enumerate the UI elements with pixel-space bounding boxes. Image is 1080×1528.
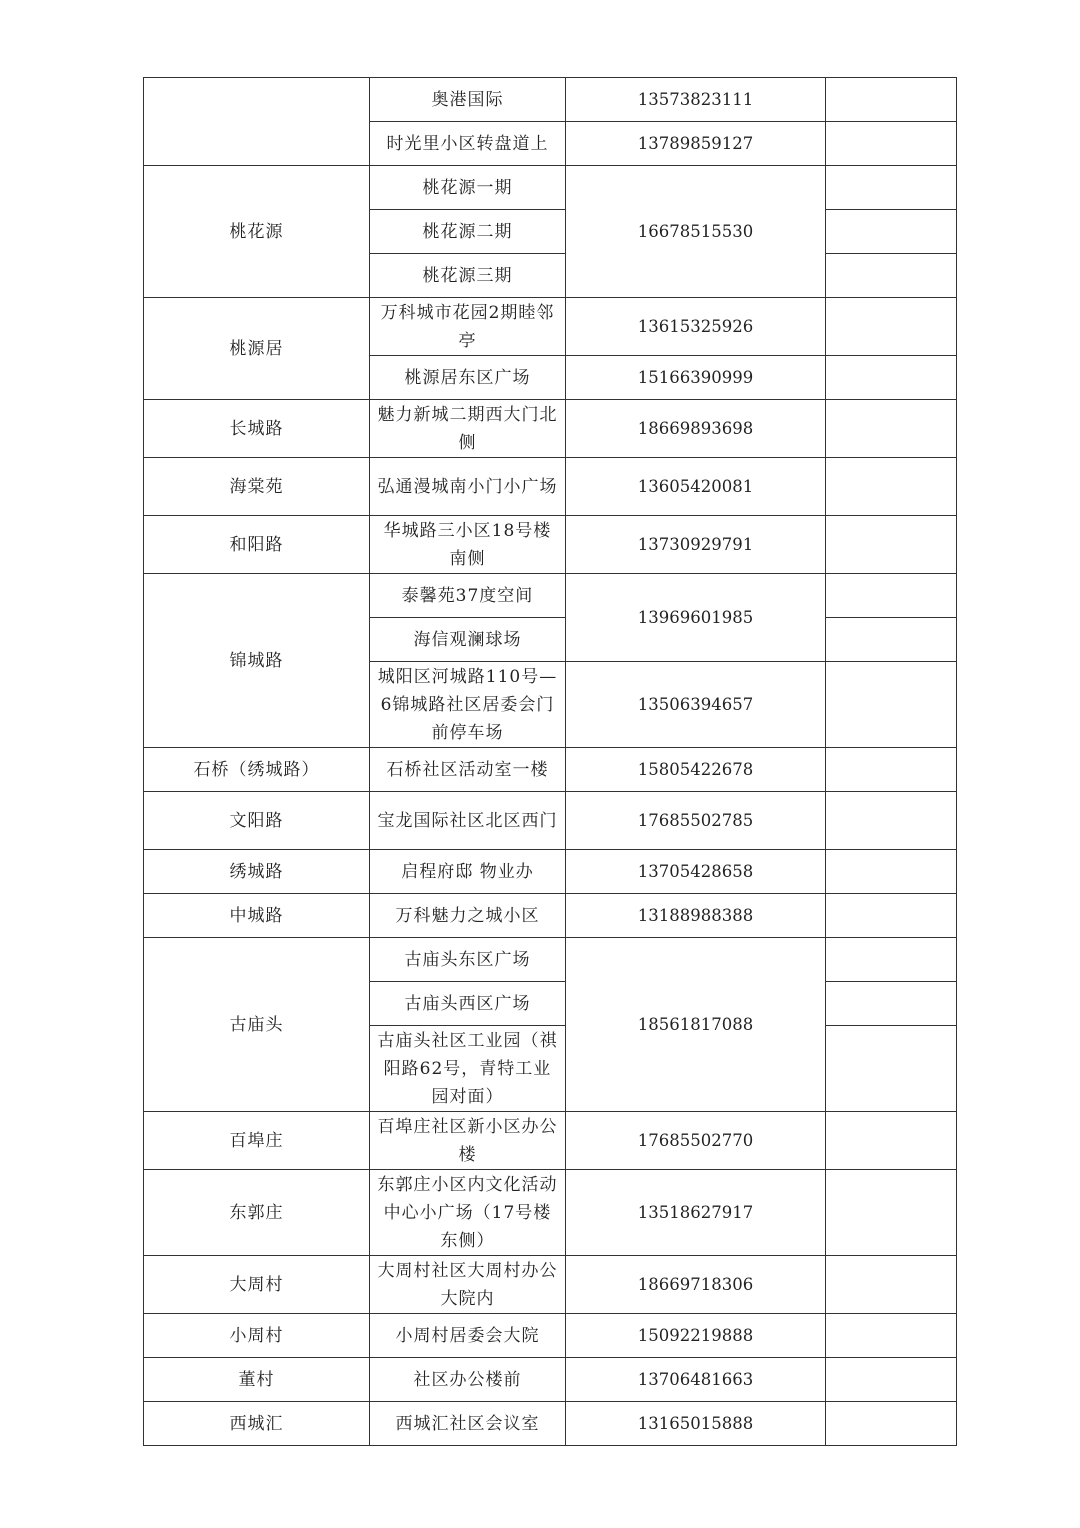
table-row: [144, 792, 957, 850]
table-row: [144, 298, 957, 356]
area-cell: 海棠苑: [144, 458, 370, 516]
area-cell: 桃花源: [144, 166, 370, 298]
area-cell: [144, 78, 370, 166]
phone-cell: 17685502770: [566, 1112, 826, 1170]
remark-cell: [826, 574, 957, 618]
phone-cell: 13506394657: [566, 662, 826, 748]
area-cell: 文阳路: [144, 792, 370, 850]
phone-cell: 13165015888: [566, 1402, 826, 1446]
remark-cell: [826, 982, 957, 1026]
phone-cell: 13789859127: [566, 122, 826, 166]
remark-cell: [826, 1112, 957, 1170]
table-row: [144, 78, 957, 122]
remark-cell: [826, 254, 957, 298]
site-cell: 古庙头社区工业园（祺阳路62号，青特工业园对面）: [370, 1026, 566, 1112]
area-cell: 锦城路: [144, 574, 370, 748]
site-cell: 海信观澜球场: [370, 618, 566, 662]
phone-cell: 13706481663: [566, 1358, 826, 1402]
table-row: [144, 748, 957, 792]
area-cell: 长城路: [144, 400, 370, 458]
table-row: [144, 574, 957, 618]
site-cell: 弘通漫城南小门小广场: [370, 458, 566, 516]
site-cell: 东郭庄小区内文化活动中心小广场（17号楼东侧）: [370, 1170, 566, 1256]
site-cell: 桃源居东区广场: [370, 356, 566, 400]
area-cell: 西城汇: [144, 1402, 370, 1446]
table-row: [144, 1256, 957, 1314]
remark-cell: [826, 748, 957, 792]
site-cell: 时光里小区转盘道上: [370, 122, 566, 166]
table-row: [144, 400, 957, 458]
area-cell: 石桥（绣城路）: [144, 748, 370, 792]
remark-cell: [826, 78, 957, 122]
area-cell: 小周村: [144, 1314, 370, 1358]
remark-cell: [826, 1256, 957, 1314]
remark-cell: [826, 122, 957, 166]
site-cell: 石桥社区活动室一楼: [370, 748, 566, 792]
table-row: [144, 1358, 957, 1402]
site-cell: 万科城市花园2期睦邻亭: [370, 298, 566, 356]
phone-cell: 13518627917: [566, 1170, 826, 1256]
site-cell: 城阳区河城路110号—6锦城路社区居委会门前停车场: [370, 662, 566, 748]
site-cell: 华城路三小区18号楼南侧: [370, 516, 566, 574]
area-cell: 绣城路: [144, 850, 370, 894]
table-row: [144, 938, 957, 982]
phone-cell: 18561817088: [566, 938, 826, 1112]
area-cell: 东郭庄: [144, 1170, 370, 1256]
remark-cell: [826, 618, 957, 662]
site-cell: 宝龙国际社区北区西门: [370, 792, 566, 850]
phone-cell: 18669893698: [566, 400, 826, 458]
phone-cell: 15092219888: [566, 1314, 826, 1358]
remark-cell: [826, 400, 957, 458]
area-cell: 中城路: [144, 894, 370, 938]
phone-cell: 17685502785: [566, 792, 826, 850]
phone-cell: 15805422678: [566, 748, 826, 792]
table-row: [144, 516, 957, 574]
phone-cell: 13615325926: [566, 298, 826, 356]
phone-cell: 16678515530: [566, 166, 826, 298]
site-cell: 桃花源二期: [370, 210, 566, 254]
remark-cell: [826, 516, 957, 574]
phone-cell: 13605420081: [566, 458, 826, 516]
area-cell: 百埠庄: [144, 1112, 370, 1170]
phone-cell: 13573823111: [566, 78, 826, 122]
remark-cell: [826, 298, 957, 356]
area-cell: 古庙头: [144, 938, 370, 1112]
site-cell: 社区办公楼前: [370, 1358, 566, 1402]
remark-cell: [826, 1402, 957, 1446]
table-row: [144, 458, 957, 516]
table-row: [144, 1314, 957, 1358]
phone-cell: 13705428658: [566, 850, 826, 894]
remark-cell: [826, 1358, 957, 1402]
table-row: [144, 894, 957, 938]
remark-cell: [826, 1314, 957, 1358]
site-cell: 古庙头西区广场: [370, 982, 566, 1026]
site-cell: 奥港国际: [370, 78, 566, 122]
phone-cell: 13969601985: [566, 574, 826, 662]
remark-cell: [826, 1170, 957, 1256]
table-row: [144, 1112, 957, 1170]
phone-cell: 18669718306: [566, 1256, 826, 1314]
phone-cell: 13730929791: [566, 516, 826, 574]
remark-cell: [826, 894, 957, 938]
site-cell: 万科魅力之城小区: [370, 894, 566, 938]
remark-cell: [826, 166, 957, 210]
site-contact-table: [143, 77, 957, 1446]
area-cell: 和阳路: [144, 516, 370, 574]
site-cell: 泰馨苑37度空间: [370, 574, 566, 618]
area-cell: 董村: [144, 1358, 370, 1402]
table-row: [144, 1402, 957, 1446]
remark-cell: [826, 792, 957, 850]
remark-cell: [826, 938, 957, 982]
site-cell: 百埠庄社区新小区办公楼: [370, 1112, 566, 1170]
site-cell: 小周村居委会大院: [370, 1314, 566, 1358]
site-cell: 大周村社区大周村办公大院内: [370, 1256, 566, 1314]
phone-cell: 15166390999: [566, 356, 826, 400]
remark-cell: [826, 662, 957, 748]
remark-cell: [826, 356, 957, 400]
site-cell: 魅力新城二期西大门北侧: [370, 400, 566, 458]
table-row: [144, 850, 957, 894]
area-cell: 桃源居: [144, 298, 370, 400]
site-cell: 桃花源三期: [370, 254, 566, 298]
table-row: [144, 1170, 957, 1256]
site-cell: 西城汇社区会议室: [370, 1402, 566, 1446]
remark-cell: [826, 210, 957, 254]
site-cell: 古庙头东区广场: [370, 938, 566, 982]
site-cell: 启程府邸 物业办: [370, 850, 566, 894]
site-cell: 桃花源一期: [370, 166, 566, 210]
table-row: [144, 166, 957, 210]
remark-cell: [826, 458, 957, 516]
remark-cell: [826, 1026, 957, 1112]
area-cell: 大周村: [144, 1256, 370, 1314]
remark-cell: [826, 850, 957, 894]
phone-cell: 13188988388: [566, 894, 826, 938]
